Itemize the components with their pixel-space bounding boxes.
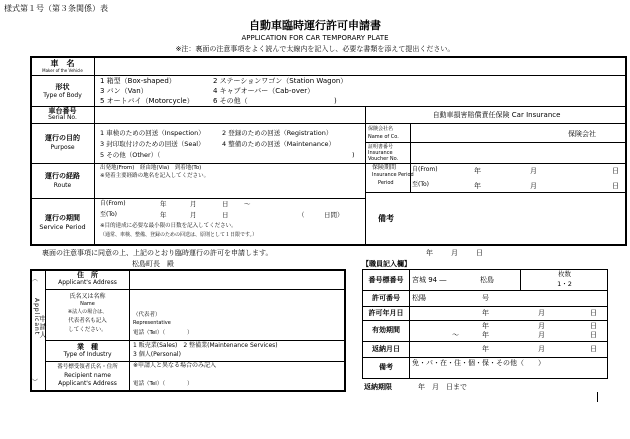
- period-tilde: 〜: [244, 200, 251, 208]
- applicant-name-note-2: 代表者名も記入: [68, 318, 107, 324]
- applicant-name-label: 氏名又は名称: [69, 293, 106, 300]
- period-to-year: 年: [160, 211, 167, 219]
- staff-header: 【職員記入欄】: [362, 260, 411, 268]
- route-line-1: 出発地(From) 経由地(Via) 到着地(To): [100, 165, 202, 171]
- purpose-close-paren: ): [352, 151, 355, 159]
- industry-options-1[interactable]: 1 販売業(Sales) 2 整備業(Maintenance Services): [133, 342, 278, 349]
- return-year: 年: [482, 345, 489, 353]
- applicant-bracket-bottom: ︶: [32, 379, 39, 386]
- period-from-day: 日: [222, 200, 229, 208]
- applicant-rep-sub: Representative: [133, 320, 171, 326]
- insurance-company-suffix: 保険会社: [568, 130, 596, 138]
- insurance-from: 自(From): [412, 166, 438, 173]
- valid-to-day: 日: [590, 331, 597, 339]
- count-value[interactable]: 1・2: [557, 280, 572, 288]
- route-line-2: ※発着主要経路の地名を記入してください。: [100, 173, 210, 179]
- body-type-close-paren: ): [334, 97, 337, 105]
- serial-label: 車台番号: [48, 107, 77, 115]
- period-note-1: ※目的達成に必要な最小限の日数を記入してください。: [100, 223, 237, 229]
- applicant-tel: 電話（Tel）（ ）: [133, 330, 193, 336]
- insurance-from-month: 月: [530, 167, 537, 175]
- applicant-name-sub: Name: [80, 301, 95, 307]
- recipient-sub-2: Applicant's Address: [58, 380, 117, 387]
- permit-date-label: 許可年月日: [368, 309, 404, 317]
- recipient-tel: 電話（Tel）（ ）: [133, 381, 193, 387]
- serial-sub: Serial No.: [48, 114, 77, 121]
- body-type-sub: Type of Body: [43, 92, 82, 99]
- body-type-option-2[interactable]: 2 ステーションワゴン（Station Wagon）: [213, 77, 348, 85]
- return-day: 日: [590, 345, 597, 353]
- industry-label: 業 種: [77, 343, 98, 351]
- insurance-company-field[interactable]: [412, 126, 562, 140]
- form-number: 様式第１号（第３条関係）表: [4, 4, 108, 13]
- route-label: 運行の経路: [45, 172, 80, 180]
- due-text: 年 月 日まで: [418, 383, 467, 391]
- consent-year: 年: [426, 249, 433, 257]
- valid-to-month: 月: [538, 331, 545, 339]
- applicant-bracket-top: ︵: [32, 276, 39, 283]
- count-label: 枚数: [558, 270, 571, 278]
- body-type-label: 形状: [55, 83, 70, 91]
- industry-options-2[interactable]: 3 個人(Personal): [133, 351, 181, 358]
- valid-tilde: 〜: [452, 331, 459, 339]
- period-note-2: （通常、車検、整備、登録のための回送は、原則として１日限です。）: [100, 232, 258, 238]
- purpose-option-5[interactable]: 5 その他（Other）（: [100, 151, 161, 159]
- recipient-field[interactable]: [131, 371, 343, 381]
- insurance-to-month: 月: [530, 182, 537, 190]
- permit-unit: 号: [482, 294, 489, 302]
- period-from-year: 年: [160, 200, 167, 208]
- remarks-label: 備考: [378, 214, 394, 223]
- permit-label: 許可番号: [372, 294, 400, 302]
- permit-date-month: 月: [538, 309, 545, 317]
- vehicle-name-label: 車 名: [50, 59, 75, 68]
- staff-remark-text: 免・パ・在・住・個・保・その他（ ）: [412, 359, 545, 367]
- body-type-option-1[interactable]: 1 箱型（Box-shaped）: [100, 77, 176, 85]
- period-from-month: 月: [190, 200, 197, 208]
- serial-field[interactable]: [96, 108, 361, 122]
- body-type-option-5[interactable]: 5 オートバイ（Motorcycle）: [100, 97, 194, 105]
- insurance-period-sub2: Period: [378, 180, 394, 186]
- body-type-option-4[interactable]: 4 キャブオーバー（Cab-over）: [213, 87, 315, 95]
- insurance-period-label: 保険期間: [372, 164, 397, 171]
- applicant-side-label: 申請人: [39, 315, 47, 339]
- consent-month: 月: [451, 249, 458, 257]
- applicant-rep: （代表者）: [133, 312, 161, 318]
- applicant-address-label: 住 所: [77, 271, 98, 279]
- insurance-to-day: 日: [612, 182, 619, 190]
- return-month: 月: [538, 345, 545, 353]
- valid-to-year: 年: [482, 331, 489, 339]
- period-label: 運行の期間: [45, 214, 80, 222]
- insurance-voucher-sub: Insurance Voucher No.: [368, 150, 399, 162]
- consent-text: 裏面の注意事項に同意の上、上記のとおり臨時運行の許可を申請します。: [42, 249, 273, 257]
- insurance-period-sub: Insurance Period: [372, 172, 414, 178]
- period-to: 至(To): [100, 211, 117, 218]
- permit-date-year: 年: [482, 309, 489, 317]
- staff-remark-label: 備考: [379, 363, 393, 371]
- page-subtitle: APPLICATION FOR CAR TEMPORARY PLATE: [241, 34, 389, 42]
- applicant-address-field[interactable]: [131, 271, 343, 288]
- body-type-option-6[interactable]: 6 その他（: [213, 97, 248, 105]
- applicant-name-note-3: してください。: [68, 327, 107, 333]
- insurance-to: 至(To): [412, 181, 429, 188]
- industry-sub: Type of Industry: [63, 351, 112, 358]
- plate-label: 番号標番号: [368, 276, 404, 284]
- valid-from-month: 月: [538, 322, 545, 330]
- applicant-name-field[interactable]: [131, 291, 343, 339]
- notice-text: ※注：裏面の注意事項をよく読んで太線内を記入し、必要な書類を添えて提出ください。: [175, 45, 455, 53]
- valid-from-year: 年: [482, 322, 489, 330]
- insurance-to-year: 年: [474, 182, 481, 190]
- return-label: 返納月日: [372, 345, 400, 353]
- insurance-voucher-label: 証明書番号: [368, 144, 394, 150]
- recipient-label: 番号標受領者氏名・住所: [57, 364, 118, 370]
- insurance-voucher-field[interactable]: [412, 145, 625, 161]
- vehicle-name-field[interactable]: [96, 58, 361, 74]
- page-title: 自動車臨時運行許可申請書: [249, 19, 381, 32]
- valid-from-day: 日: [590, 322, 597, 330]
- applicant-side-en: Applicant: [33, 298, 40, 336]
- valid-label: 有効期間: [372, 326, 400, 334]
- plate-place: 松島: [480, 276, 494, 284]
- insurance-company-sub: Name of Co.: [368, 134, 399, 140]
- due-label: 返納期限: [364, 383, 392, 391]
- recipient-sub-1: Recipient name: [64, 372, 111, 379]
- purpose-sub: Purpose: [50, 144, 75, 151]
- body-type-option-3[interactable]: 3 バン（Van）: [100, 87, 148, 95]
- purpose-option-1[interactable]: 1 車検のための回送（Inspection）: [100, 129, 205, 137]
- vehicle-name-sub: Maker of the Vehicle: [42, 68, 83, 73]
- plate-value: 宮城 94 ―: [412, 276, 447, 284]
- remarks-field[interactable]: [412, 195, 624, 243]
- purpose-label: 運行の目的: [45, 134, 80, 142]
- addressee: 松島町長 殿: [132, 260, 174, 268]
- period-sub: Service Period: [39, 223, 86, 231]
- insurance-from-year: 年: [474, 167, 481, 175]
- applicant-address-sub: Applicant's Address: [58, 279, 117, 286]
- insurance-company-label: 保険会社名: [368, 126, 394, 132]
- route-sub: Route: [53, 182, 72, 189]
- recipient-note: ※申請人と異なる場合のみ記入: [133, 362, 217, 369]
- route-field[interactable]: [96, 181, 362, 197]
- consent-day: 日: [476, 249, 483, 257]
- purpose-option-2[interactable]: 2 登録のための回送（Registration）: [222, 129, 333, 137]
- permit-date-day: 日: [590, 309, 597, 317]
- insurance-header: 自動車損害賠償責任保険 Car Insurance: [432, 111, 561, 119]
- period-from: 自(From): [100, 200, 126, 207]
- purpose-option-4[interactable]: 4 整備のための回送（Maintenance）: [222, 140, 336, 148]
- period-to-day: 日: [222, 211, 229, 219]
- purpose-option-3[interactable]: 3 封印取付けのための回送（Seal）: [100, 140, 205, 148]
- insurance-from-day: 日: [612, 167, 619, 175]
- period-to-month: 月: [190, 211, 197, 219]
- permit-place: 松陽: [412, 294, 426, 302]
- applicant-name-note-1: ※法人の場合は、: [67, 309, 108, 315]
- period-days: （ 日間）: [298, 211, 344, 219]
